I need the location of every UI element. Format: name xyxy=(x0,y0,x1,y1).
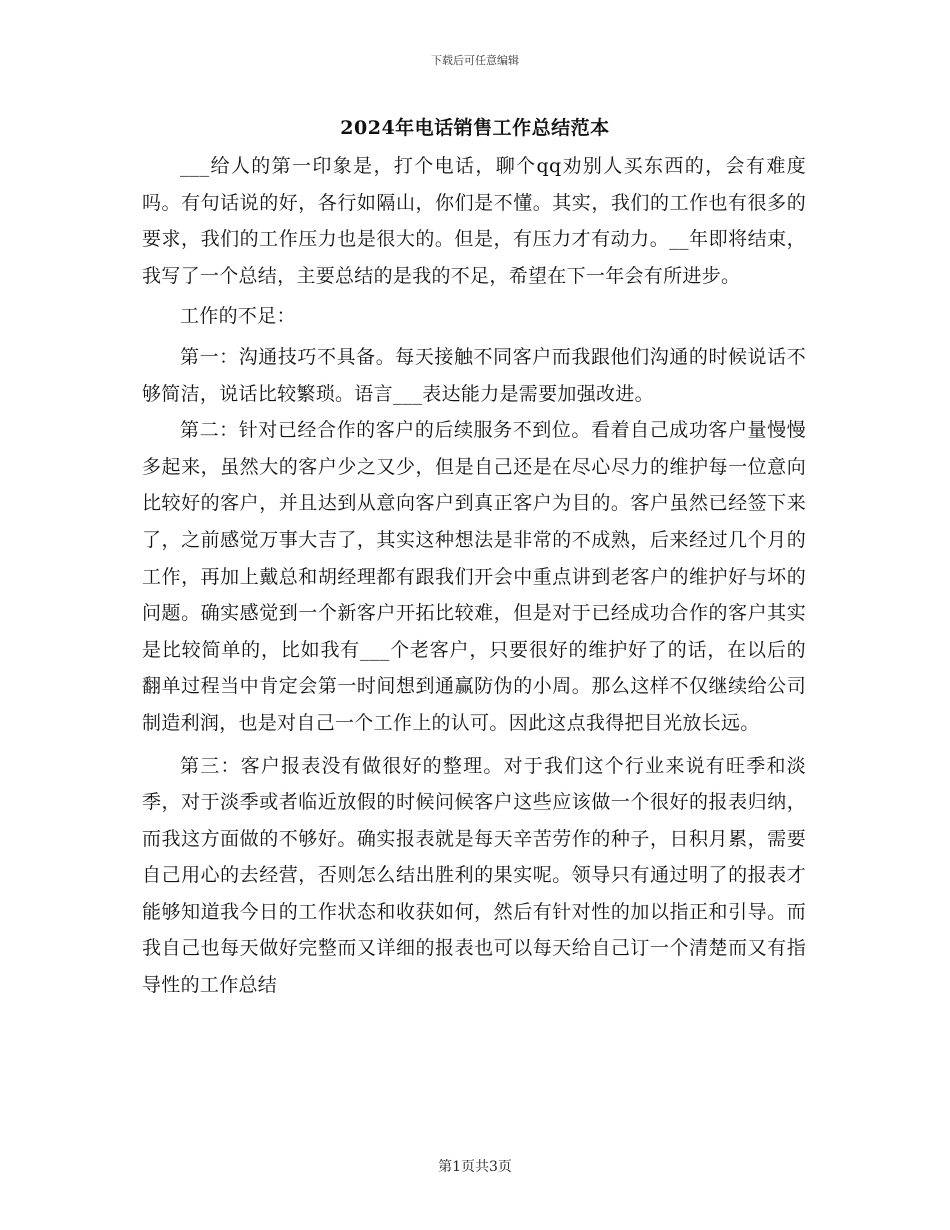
page-number-footer: 第1页共3页 xyxy=(438,1159,512,1175)
section-heading-shortcomings: 工作的不足： xyxy=(180,305,296,328)
point-three-paragraph: 第三：客户报表没有做很好的整理。对于我们这个行业来说有旺季和淡季，对于淡季或者临近放假的时候问候客户这些应该做一个很好的报表归纳，而我这方面做的不够好。确实报表就是每天辛苦劳作的种子，日积月累，需要自己用心的去经营，否则怎么结出胜利的果实呢。领导只有通过明了的报表才能够知道我今日的工作状态和收获如何，然后有针对性的加以指正和引导。而我自己也每天做好完整而又详细的报表也可以每天给自己订一个清楚而又有指导性的工作总结 xyxy=(142,754,806,997)
point-two-paragraph: 第二：针对已经合作的客户的后续服务不到位。看着自己成功客户量慢慢多起来，虽然大的客户少之又少，但是自己还是在尽心尽力的维护每一位意向比较好的客户，并且达到从意向客户到真正客户为目的。客户虽然已经签下来了，之前感觉万事大吉了，其实这种想法是非常的不成熟，后来经过几个月的工作，再加上戴总和胡经理都有跟我们开会中重点讲到老客户的维护好与坏的问题。确实感觉到一个新客户开拓比较难，但是对于已经成功合作的客户其实是比较简单的，比如我有___个老客户，只要很好的维护好了的话，在以后的翻单过程当中肯定会第一时间想到通赢防伪的小周。那么这样不仅继续给公司制造利润，也是对自己一个工作上的认可。因此这点我得把目光放长远。 xyxy=(142,419,806,734)
document-title: 2024年电话销售工作总结范本 xyxy=(340,117,610,139)
point-one-paragraph: 第一：沟通技巧不具备。每天接触不同客户而我跟他们沟通的时候说话不够简洁，说话比较繁琐。语言___表达能力是需要加强改进。 xyxy=(142,345,806,405)
intro-paragraph: ___给人的第一印象是，打个电话，聊个qq劝别人买东西的，会有难度吗。有句话说的好，各行如隔山，你们是不懂。其实，我们的工作也有很多的要求，我们的工作压力也是很大的。但是，有压力才有动力。__年即将结束，我写了一个总结，主要总结的是我的不足，希望在下一年会有所进步。 xyxy=(142,155,806,287)
page-header: 下载后可任意编辑 xyxy=(431,54,519,67)
document-body xyxy=(142,148,806,1004)
